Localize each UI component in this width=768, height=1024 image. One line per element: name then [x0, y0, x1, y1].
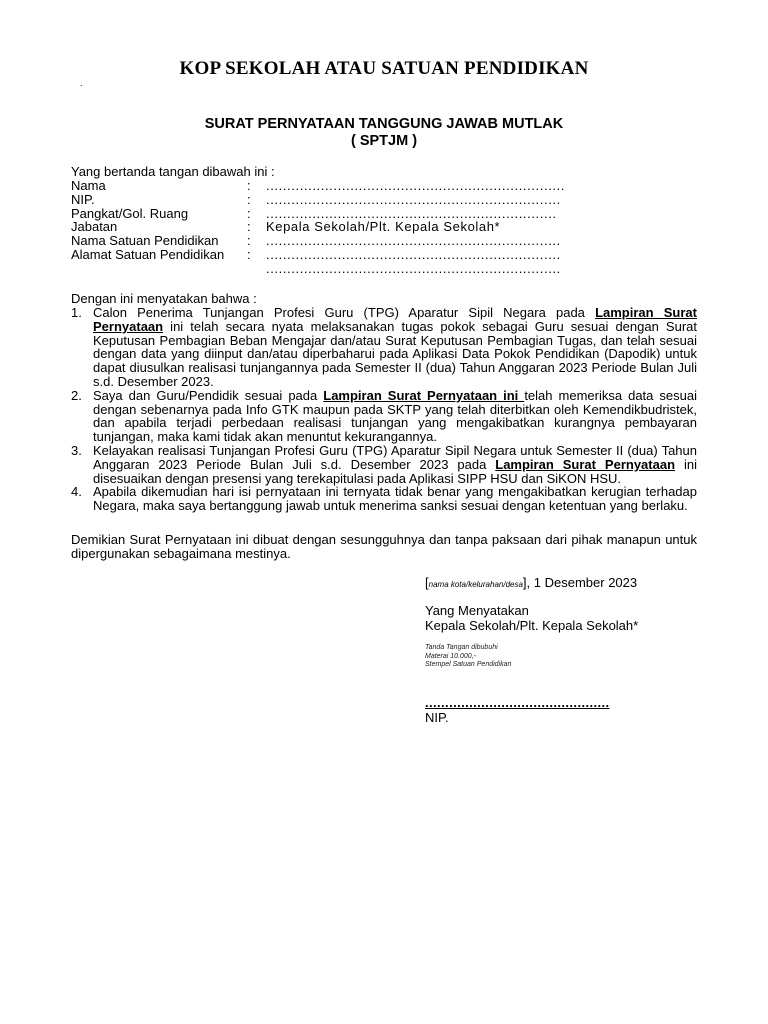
- list-item: [71, 485, 697, 513]
- identity-row: [71, 262, 565, 276]
- identity-colon: :: [247, 205, 251, 221]
- identity-row: [71, 248, 565, 262]
- attachment-reference: Lampiran Surat Pernyataan: [495, 456, 676, 472]
- stamp-note: [425, 644, 511, 670]
- place-placeholder: nama kota/kelurahan/desa: [428, 580, 523, 589]
- identity-label: Alamat Satuan Pendidikan: [71, 246, 225, 262]
- identity-value: ......................................................................: [266, 260, 561, 276]
- identity-row: [71, 179, 565, 193]
- identity-colon: :: [247, 233, 251, 249]
- signature-place-date: [425, 575, 637, 592]
- list-item: [71, 306, 697, 389]
- identity-row: [71, 207, 565, 221]
- identity-value: ......................................................................: [266, 233, 561, 249]
- stamp-note-line: Tanda Tangan dibubuhi: [425, 644, 498, 651]
- identity-label: NIP.: [71, 191, 95, 207]
- identity-colon: :: [247, 178, 251, 193]
- statement-list: [71, 306, 697, 513]
- identity-value: .....................................................................: [266, 205, 557, 221]
- item-number: 1.: [71, 305, 82, 320]
- identity-row: [71, 234, 565, 248]
- title-line-1: SURAT PERNYATAAN TANGGUNG JAWAB MUTLAK: [204, 116, 564, 132]
- title-line-2: ( SPTJM ): [350, 133, 418, 149]
- identity-row: [71, 193, 565, 207]
- signature-name-line: [425, 695, 610, 710]
- item-number: 2.: [71, 387, 82, 403]
- identity-value: .......................................................................: [266, 178, 566, 193]
- item-text: Saya dan Guru/Pendidik sesuai pada: [93, 387, 324, 403]
- item-number: 4.: [71, 484, 82, 500]
- list-item: [71, 389, 697, 444]
- place-bracket: ],: [522, 575, 531, 590]
- attachment-reference: Lampiran Surat Pernyataan: [93, 305, 697, 334]
- place-bracket: [: [425, 575, 429, 590]
- identity-table: [71, 179, 565, 276]
- identity-value: ......................................................................: [266, 191, 561, 207]
- stray-mark: .: [80, 78, 83, 88]
- identity-colon: :: [247, 191, 251, 207]
- closing-paragraph: Demikian Surat Pernyataan ini dibuat dengan sesungguhnya dan tanpa paksaan dari pihak manapun untuk dipergunakan sebagaimana mestinya.: [71, 532, 697, 561]
- identity-label: Nama Satuan Pendidikan: [71, 233, 219, 249]
- declarer-label: Yang Menyatakan: [425, 603, 529, 618]
- identity-label: Nama: [71, 178, 106, 193]
- item-text: ini telah secara nyata melaksanakan tugas pokok sebagai Guru sesuai dengan Surat Keputusan Pembagian Beban Mengajar dan/atau Surat Keputusan Pembagian Tugas, dan telah sesuai dengan data yang diinput dan/atau diperbaharui pada Aplikasi Data Pokok Pendidikan (Dapodik) untuk dapat diusulkan realisasi tunjangannya pada Semester II (dua) Tahun Anggaran 2023 Periode Bulan Juli s.d. Desember 2023.: [93, 318, 697, 389]
- declarer-block: [425, 603, 638, 633]
- signature-nip: NIP.: [425, 710, 449, 725]
- stamp-note-line: Stempel Satuan Pendidikan: [425, 661, 512, 668]
- document-title: [0, 116, 768, 150]
- statement-intro: Dengan ini menyatakan bahwa :: [71, 291, 257, 306]
- identity-label: Pangkat/Gol. Ruang: [71, 205, 189, 221]
- intro-text: Yang bertanda tangan dibawah ini :: [71, 164, 275, 179]
- identity-colon: [247, 262, 266, 276]
- item-text: Apabila dikemudian hari isi pernyataan ini ternyata tidak benar yang mengakibatkan kerugian terhadap Negara, maka saya bertanggung jawab untuk menerima sanksi sesuai dengan ketentuan yang berlaku.: [93, 484, 697, 514]
- letterhead-title: KOP SEKOLAH ATAU SATUAN PENDIDIKAN: [179, 58, 589, 79]
- attachment-reference: Lampiran Surat Pernyataan ini: [323, 387, 525, 403]
- item-text: telah memeriksa data sesuai dengan sebenarnya pada Info GTK maupun pada SKTP yang telah diterbitkan oleh Kemendikbudristek, dan apabila terjadi perbedaan realisasi tunjangan yang mengakibatkan kurangnya pembayaran tunjangan, maka kami tidak akan menuntut kekurangannya.: [93, 387, 697, 445]
- identity-colon: :: [247, 219, 251, 235]
- identity-colon: :: [247, 246, 251, 262]
- identity-value: Kepala Sekolah/Plt. Kepala Sekolah*: [266, 219, 501, 235]
- name-dots: ..............................................: [425, 695, 610, 710]
- signature-date: 1 Desember 2023: [530, 575, 638, 590]
- identity-value: ......................................................................: [266, 246, 561, 262]
- item-number: 3.: [71, 442, 82, 458]
- item-text: Calon Penerima Tunjangan Profesi Guru (TPG) Aparatur Sipil Negara pada: [93, 305, 596, 320]
- item-text: ini disesuaikan dengan presensi yang terekapitulasi pada Aplikasi SIPP HSU dan SiKON HSU.: [93, 456, 697, 486]
- item-text: Kelayakan realisasi Tunjangan Profesi Guru (TPG) Aparatur Sipil Negara untuk Semester II (dua) Tahun Anggaran 2023 Periode Bulan Juli s.d. Desember 2023 pada: [93, 442, 697, 472]
- list-item: [71, 444, 697, 485]
- identity-label: Jabatan: [71, 219, 118, 235]
- declarer-position: Kepala Sekolah/Plt. Kepala Sekolah*: [425, 618, 639, 633]
- identity-row: [71, 220, 565, 234]
- identity-label: [71, 262, 247, 276]
- stamp-note-line: Materai 10.000,-: [425, 652, 476, 660]
